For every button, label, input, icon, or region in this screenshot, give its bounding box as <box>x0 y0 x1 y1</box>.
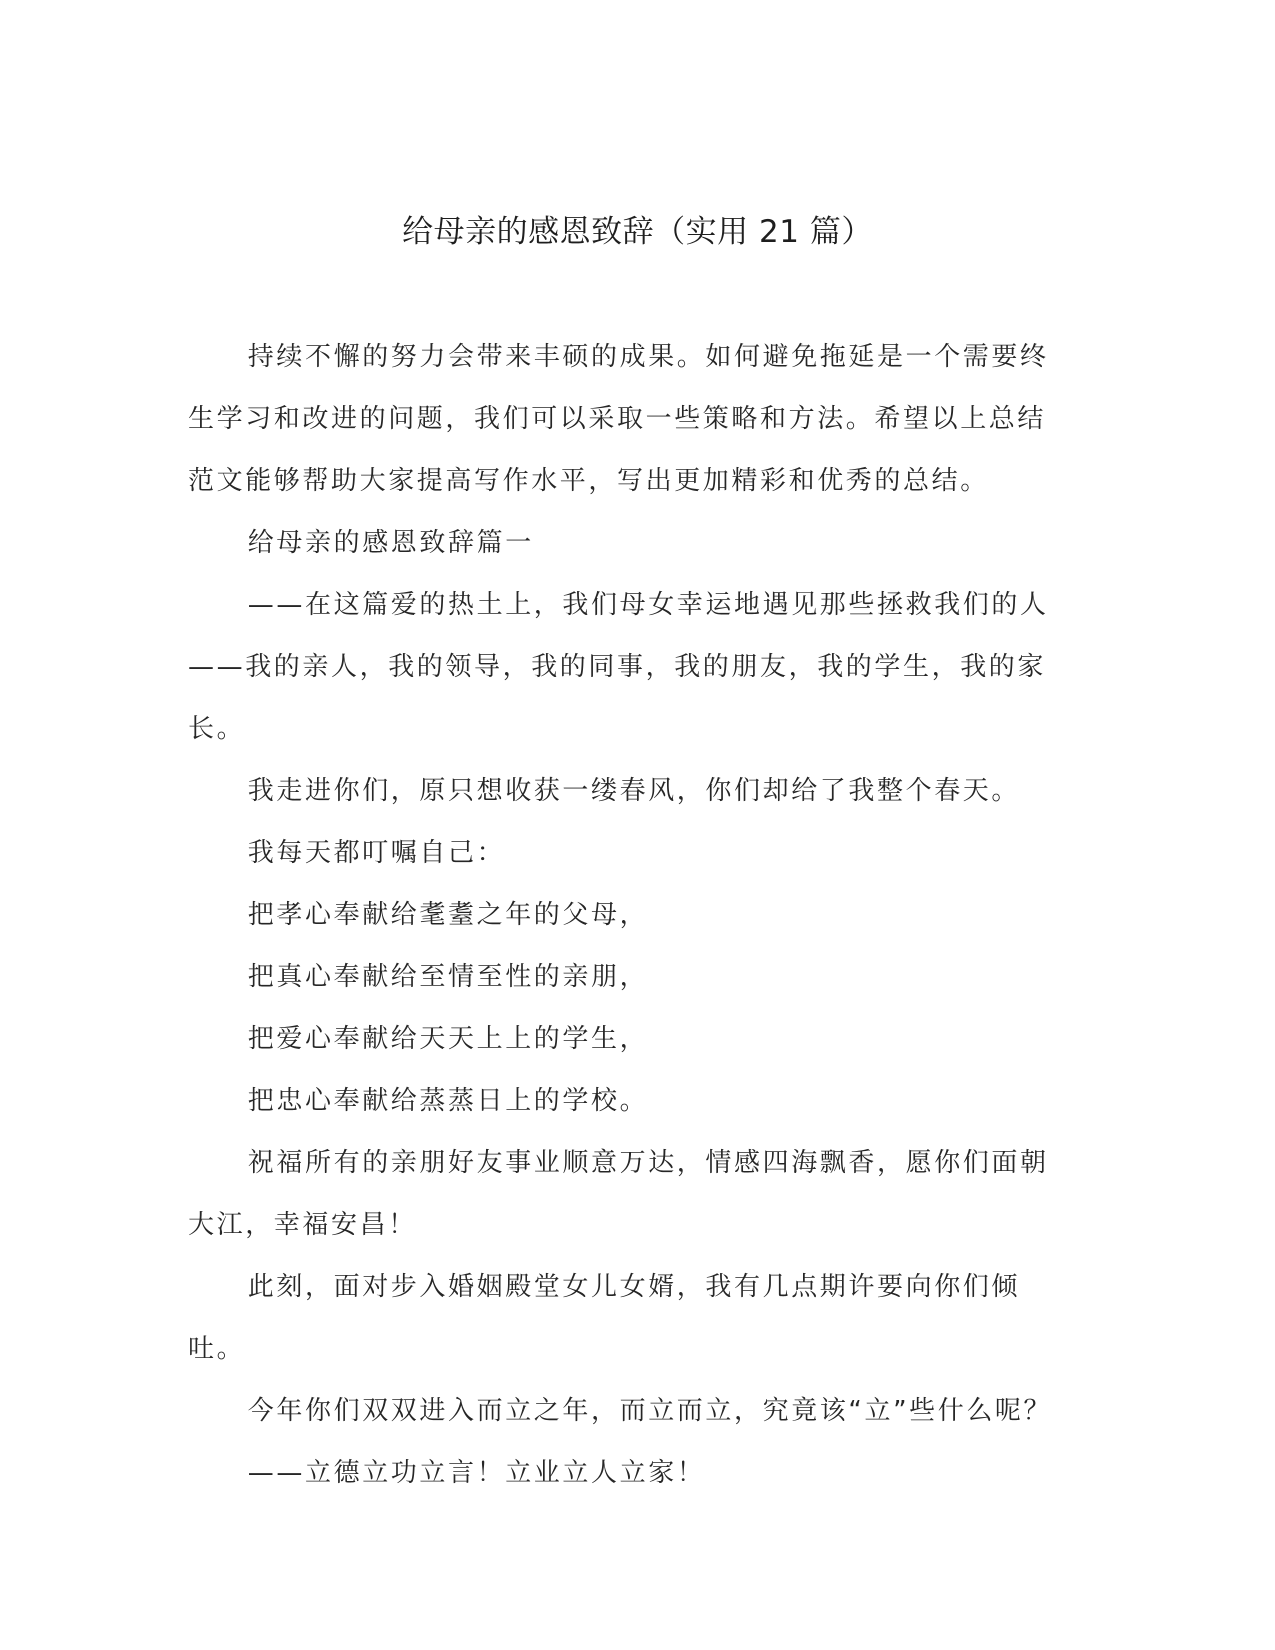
document-title: 给母亲的感恩致辞（实用 21 篇） <box>402 214 873 250</box>
paragraph: ——在这篇爱的热土上，我们母女幸运地遇见那些拯救我们的人——我的亲人，我的领导，我的同事，我的朋友，我的学生，我的家长。 <box>188 590 1049 744</box>
document-body <box>188 326 1070 1504</box>
verse-line: 把忠心奉献给蒸蒸日上的学校。 <box>247 1086 649 1116</box>
paragraph: 我走进你们，原只想收获一缕春风，你们却给了我整个春天。 <box>247 776 1020 806</box>
verse-line: 把爱心奉献给天天上上的学生， <box>247 1024 649 1054</box>
paragraph: 我每天都叮嘱自己： <box>247 838 506 868</box>
paragraph: ——立德立功立言！立业立人立家！ <box>247 1458 706 1488</box>
paragraph-intro: 持续不懈的努力会带来丰硕的成果。如何避免拖延是一个需要终生学习和改进的问题，我们可以采取一些策略和方法。希望以上总结范文能够帮助大家提高写作水平，写出更加精彩和优秀的总结。 <box>188 342 1049 496</box>
verse-line: 把孝心奉献给耄耋之年的父母， <box>247 900 649 930</box>
section-heading: 给母亲的感恩致辞篇一 <box>247 528 534 558</box>
paragraph: 此刻，面对步入婚姻殿堂女儿女婿，我有几点期许要向你们倾吐。 <box>188 1272 1020 1364</box>
paragraph: 今年你们双双进入而立之年，而立而立，究竟该“立”些什么呢？ <box>247 1396 1053 1426</box>
paragraph: 祝福所有的亲朋好友事业顺意万达，情感四海飘香，愿你们面朝大江，幸福安昌！ <box>188 1148 1049 1240</box>
verse-line: 把真心奉献给至情至性的亲朋， <box>247 962 649 992</box>
